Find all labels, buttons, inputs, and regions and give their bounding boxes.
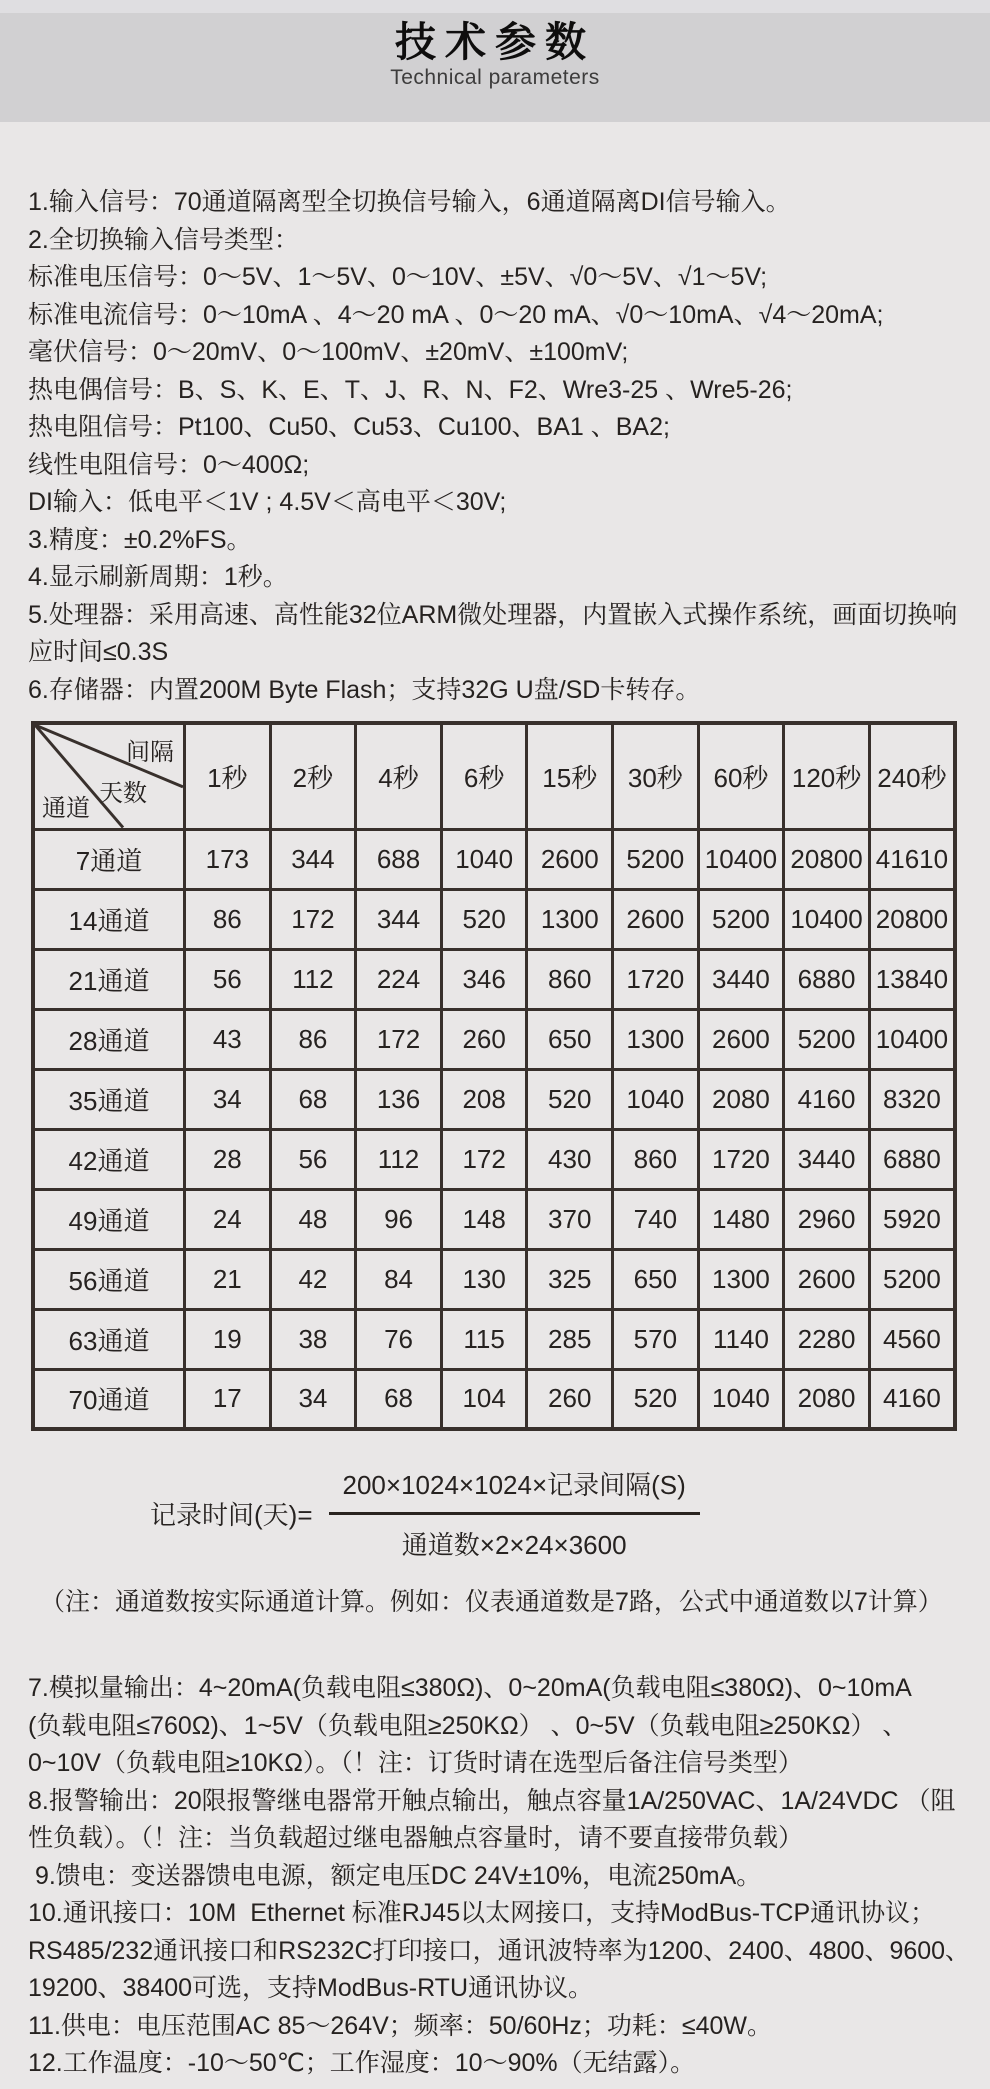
days-cell: 5920: [869, 1189, 955, 1249]
days-cell: 34: [185, 1069, 271, 1129]
table-row: [33, 1069, 955, 1129]
table-row: [33, 829, 955, 889]
interval-column-header: 4秒: [356, 723, 442, 829]
days-cell: 1300: [527, 889, 613, 949]
storage-capacity-table: [31, 721, 957, 1431]
days-cell: 570: [613, 1309, 699, 1369]
spec-line: RS485/232通讯接口和RS232C打印接口，通讯波特率为1200、2400、4800、9600、: [28, 1936, 971, 1965]
table-header-row: [33, 723, 955, 829]
days-cell: 86: [185, 889, 271, 949]
spec-line: 11.供电：电压范围AC 85～264V；频率：50/60Hz；功耗：≤40W。: [28, 2011, 773, 2040]
table-row: [33, 1249, 955, 1309]
days-cell: 86: [270, 1009, 356, 1069]
days-cell: 4160: [869, 1369, 955, 1429]
days-cell: 38: [270, 1309, 356, 1369]
spec-line: 性负载）。（！注：当负载超过继电器触点容量时，请不要直接带负载）: [28, 1824, 804, 1852]
formula-note: （注：通道数按实际通道计算。例如：仪表通道数是7路，公式中通道数以7计算）: [40, 1588, 943, 1616]
spec-line: 热电阻信号：Pt100、Cu50、Cu53、Cu100、BA1 、BA2;: [28, 413, 670, 441]
channel-row-header: 14通道: [33, 889, 185, 949]
days-cell: 130: [441, 1249, 527, 1309]
interval-column-header: 30秒: [613, 723, 699, 829]
days-cell: 10400: [698, 829, 784, 889]
page-subtitle: Technical parameters: [390, 66, 600, 90]
spec-line: 19200、38400可选，支持ModBus-RTU通讯协议。: [28, 1974, 594, 2002]
days-cell: 344: [356, 889, 442, 949]
days-cell: 260: [441, 1009, 527, 1069]
interval-column-header: 1秒: [185, 723, 271, 829]
days-cell: 96: [356, 1189, 442, 1249]
days-cell: 650: [613, 1249, 699, 1309]
spec-line: 4.显示刷新周期：1秒。: [28, 563, 288, 591]
interval-column-header: 240秒: [869, 723, 955, 829]
interval-column-header: 6秒: [441, 723, 527, 829]
spec-line: 5.处理器：采用高速、高性能32位ARM微处理器，内置嵌入式操作系统，画面切换响: [28, 600, 958, 629]
spec-line: 2.全切换输入信号类型：: [28, 225, 299, 254]
days-cell: 1040: [613, 1069, 699, 1129]
table-row: [33, 1369, 955, 1429]
days-cell: 19: [185, 1309, 271, 1369]
days-cell: 10400: [869, 1009, 955, 1069]
spec-line: (负载电阻≤760Ω)、1~5V（负载电阻≥250KΩ） 、0~5V（负载电阻≥250KΩ） 、: [28, 1711, 908, 1740]
days-cell: 520: [613, 1369, 699, 1429]
days-cell: 84: [356, 1249, 442, 1309]
spec-line: 6.存储器：内置200M Byte Flash；支持32G U盘/SD卡转存。: [28, 675, 701, 704]
channel-row-header: 21通道: [33, 949, 185, 1009]
channel-row-header: 42通道: [33, 1129, 185, 1189]
channel-row-header: 63通道: [33, 1309, 185, 1369]
days-cell: 172: [356, 1009, 442, 1069]
days-cell: 136: [356, 1069, 442, 1129]
table-row: [33, 1129, 955, 1189]
specs-bottom-paragraph: [28, 1670, 971, 2083]
corner-label-interval: 间隔: [126, 739, 174, 766]
spec-line: 线性电阻信号：0～400Ω;: [28, 450, 310, 479]
days-cell: 20800: [784, 829, 870, 889]
days-cell: 28: [185, 1129, 271, 1189]
days-cell: 173: [185, 829, 271, 889]
days-cell: 43: [185, 1009, 271, 1069]
days-cell: 172: [270, 889, 356, 949]
interval-column-header: 15秒: [527, 723, 613, 829]
days-cell: 1480: [698, 1189, 784, 1249]
days-cell: 68: [270, 1069, 356, 1129]
table-row: [33, 1189, 955, 1249]
days-cell: 76: [356, 1309, 442, 1369]
days-cell: 48: [270, 1189, 356, 1249]
days-cell: 5200: [784, 1009, 870, 1069]
days-cell: 2600: [613, 889, 699, 949]
days-cell: 4160: [784, 1069, 870, 1129]
spec-line: 毫伏信号：0～20mV、0～100mV、±20mV、±100mV;: [28, 338, 629, 366]
days-cell: 520: [527, 1069, 613, 1129]
days-cell: 112: [270, 949, 356, 1009]
spec-line: 8.报警输出：20限报警继电器常开触点输出，触点容量1A/250VAC、1A/24VDC （阻: [28, 1786, 956, 1815]
spec-line: 0~10V（负载电阻≥10KΩ）。（！注：订货时请在选型后备注信号类型）: [28, 1749, 803, 1777]
days-cell: 115: [441, 1309, 527, 1369]
days-cell: 740: [613, 1189, 699, 1249]
days-cell: 148: [441, 1189, 527, 1249]
days-cell: 8320: [869, 1069, 955, 1129]
days-cell: 56: [270, 1129, 356, 1189]
days-cell: 2600: [698, 1009, 784, 1069]
days-cell: 370: [527, 1189, 613, 1249]
formula-numerator: 200×1024×1024×记录间隔(S): [329, 1465, 700, 1515]
interval-column-header: 2秒: [270, 723, 356, 829]
days-cell: 344: [270, 829, 356, 889]
days-cell: 5200: [698, 889, 784, 949]
days-cell: 104: [441, 1369, 527, 1429]
days-cell: 1040: [698, 1369, 784, 1429]
table-row: [33, 889, 955, 949]
spec-line: 标准电压信号：0～5V、1～5V、0～10V、±5V、√0～5V、√1～5V;: [28, 263, 768, 291]
days-cell: 21: [185, 1249, 271, 1309]
days-cell: 24: [185, 1189, 271, 1249]
days-cell: 112: [356, 1129, 442, 1189]
days-cell: 260: [527, 1369, 613, 1429]
formula-lhs: 记录时间(天)=: [150, 1500, 313, 1530]
days-cell: 20800: [869, 889, 955, 949]
days-cell: 41610: [869, 829, 955, 889]
formula-denominator: 通道数×2×24×3600: [401, 1530, 627, 1560]
days-cell: 6880: [869, 1129, 955, 1189]
days-cell: 2280: [784, 1309, 870, 1369]
spec-line: DI输入：低电平＜1V ; 4.5V＜高电平＜30V;: [28, 488, 507, 516]
days-cell: 860: [527, 949, 613, 1009]
days-cell: 346: [441, 949, 527, 1009]
days-cell: 172: [441, 1129, 527, 1189]
days-cell: 2600: [527, 829, 613, 889]
days-cell: 42: [270, 1249, 356, 1309]
spec-line: 应时间≤0.3S: [28, 638, 169, 666]
days-cell: 430: [527, 1129, 613, 1189]
days-cell: 2600: [784, 1249, 870, 1309]
days-cell: 2080: [698, 1069, 784, 1129]
channel-row-header: 28通道: [33, 1009, 185, 1069]
corner-label-days: 天数: [99, 780, 147, 807]
channel-row-header: 35通道: [33, 1069, 185, 1129]
corner-label-channel: 通道: [42, 794, 90, 822]
days-cell: 285: [527, 1309, 613, 1369]
days-cell: 13840: [869, 949, 955, 1009]
days-cell: 688: [356, 829, 442, 889]
days-cell: 17: [185, 1369, 271, 1429]
diagonal-corner-cell: [33, 723, 185, 829]
days-cell: 6880: [784, 949, 870, 1009]
days-cell: 56: [185, 949, 271, 1009]
channel-row-header: 56通道: [33, 1249, 185, 1309]
channel-row-header: 7通道: [33, 829, 185, 889]
spec-line: 3.精度：±0.2%FS。: [28, 525, 252, 554]
specs-top-paragraph: [28, 184, 962, 709]
days-cell: 1300: [613, 1009, 699, 1069]
days-cell: 3440: [784, 1129, 870, 1189]
days-cell: 1040: [441, 829, 527, 889]
interval-column-header: 60秒: [698, 723, 784, 829]
header-band: [0, 13, 990, 122]
days-cell: 3440: [698, 949, 784, 1009]
days-cell: 10400: [784, 889, 870, 949]
channel-row-header: 70通道: [33, 1369, 185, 1429]
spec-line: 热电偶信号：B、S、K、E、T、J、R、N、F2、Wre3-25 、Wre5-26;: [28, 375, 793, 404]
days-cell: 4560: [869, 1309, 955, 1369]
days-cell: 860: [613, 1129, 699, 1189]
channel-row-header: 49通道: [33, 1189, 185, 1249]
days-cell: 325: [527, 1249, 613, 1309]
record-time-formula: [150, 1465, 962, 1562]
days-cell: 1720: [613, 949, 699, 1009]
days-cell: 208: [441, 1069, 527, 1129]
page-title: 技术参数: [395, 19, 595, 65]
days-cell: 5200: [613, 829, 699, 889]
spec-line: 9.馈电：变送器馈电电源，额定电压DC 24V±10%，电流250mA。: [28, 1861, 762, 1890]
days-cell: 34: [270, 1369, 356, 1429]
days-cell: 2960: [784, 1189, 870, 1249]
top-strip: [0, 0, 990, 13]
days-cell: 68: [356, 1369, 442, 1429]
table-row: [33, 1009, 955, 1069]
table-row: [33, 1309, 955, 1369]
days-cell: 650: [527, 1009, 613, 1069]
spec-line: 7.模拟量输出：4~20mA(负载电阻≤380Ω)、0~20mA(负载电阻≤380Ω)、0~10mA: [28, 1674, 912, 1702]
days-cell: 224: [356, 949, 442, 1009]
days-cell: 2080: [784, 1369, 870, 1429]
table-row: [33, 949, 955, 1009]
content-area: [0, 184, 990, 2083]
days-cell: 1720: [698, 1129, 784, 1189]
interval-column-header: 120秒: [784, 723, 870, 829]
spec-line: 1.输入信号：70通道隔离型全切换信号输入，6通道隔离DI信号输入。: [28, 188, 791, 216]
days-cell: 520: [441, 889, 527, 949]
days-cell: 5200: [869, 1249, 955, 1309]
days-cell: 1140: [698, 1309, 784, 1369]
formula-fraction: [329, 1465, 700, 1562]
spec-line: 标准电流信号：0～10mA 、4～20 mA 、0～20 mA、√0～10mA、√4～20mA;: [28, 300, 884, 329]
days-cell: 1300: [698, 1249, 784, 1309]
spec-line: 12.工作温度：-10～50℃；工作湿度：10～90%（无结露）。: [28, 2049, 696, 2077]
spec-line: 10.通讯接口：10M Ethernet 标准RJ45以太网接口，支持ModBus-TCP通讯协议；: [28, 1899, 936, 1927]
